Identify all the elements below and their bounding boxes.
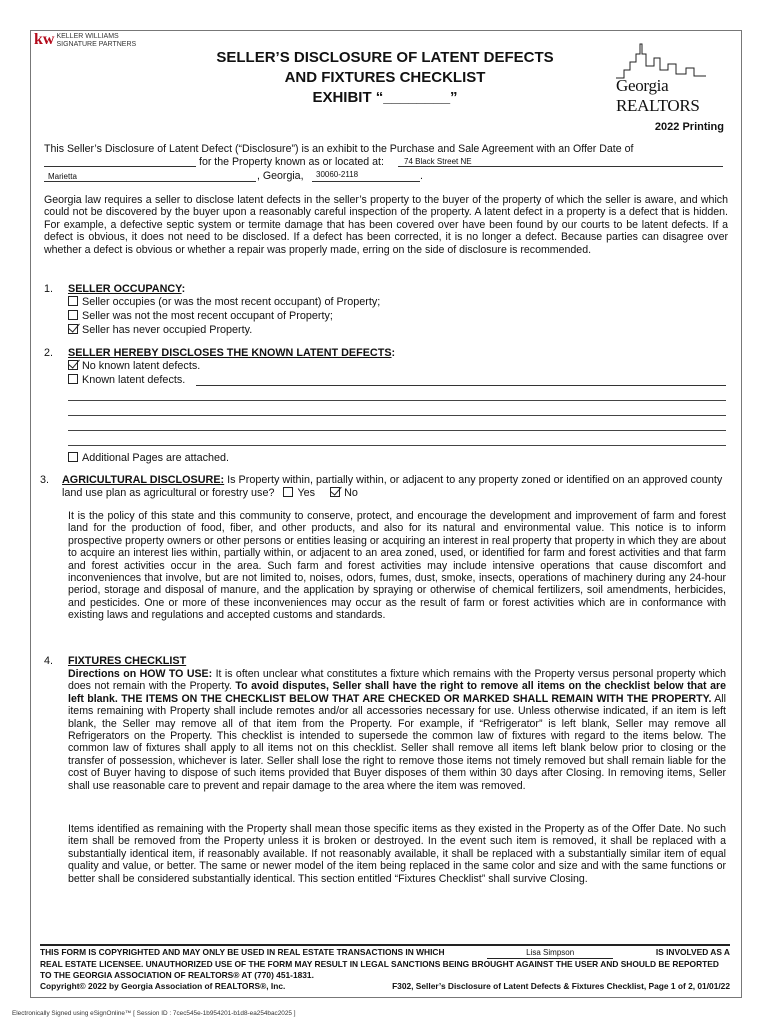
section3-number: 3.	[40, 474, 50, 486]
city-line	[44, 181, 256, 182]
skyline-icon	[606, 40, 736, 80]
footer-rule	[40, 944, 730, 946]
kw-sub-line1: KELLER WILLIAMS	[56, 33, 119, 40]
no-known-defects-option[interactable]: No known latent defects.	[68, 360, 200, 373]
offer-date-line	[44, 166, 196, 167]
address-value[interactable]: 74 Black Street NE	[404, 157, 472, 166]
section1-number: 1.	[44, 283, 54, 295]
checkbox-checked[interactable]	[330, 487, 340, 497]
title-line2: AND FIXTURES CHECKLIST	[284, 69, 486, 86]
section4-number: 4.	[44, 655, 54, 667]
title-line3: EXHIBIT “________”	[312, 89, 458, 106]
checkbox[interactable]	[283, 487, 293, 497]
defects-blank-line[interactable]	[68, 400, 726, 401]
kw-sub-line2: SIGNATURE PARTNERS	[56, 41, 137, 48]
georgia-label: , Georgia,	[257, 170, 304, 182]
agricultural-policy-text: It is the policy of this state and this community to conserve, protect, and encourage the development and improvement of farm and forest land for the production of food, fiber, and other products, and also for its natural and environmental value. This notice is to inform prospective property owners or other persons or entities leasing or acquiring an interest in real property that property in which they are about to acquire an interest lies within, partially within, or adjacent to an area zoned, used, or identified for farm and forest activities and that farm and forest activities occur in the area. Such farm and forest activities may include intensive operations that cause discomfort and inconveniences that involve, but are not limited to, noises, odors, fumes, dust, smoke, insects, operations of machinery during any 24-hour period, storage and disposal of manure, and the application by spraying or otherwise of chemical fertilizers, soil amendments, herbicides, and pesticides. One or more of these inconveniences may occur as the result of farm or forest activities which are in conformance with existing laws and regulations and accepted customs and standards.	[68, 510, 726, 622]
latent-defect-paragraph: Georgia law requires a seller to disclose latent defects in the seller’s property to the buyer of the property of which the seller is aware, and which could not be discovered by the buyer upon a reasonably careful inspection of the property. A latent defect in a property is a defect that is hidden. For example, a defective septic system or termite damage that has been covered over have been found by our courts to be latent defects. If a defect is obvious, it does not need to be disclosed. If a defect has been corrected, it is no longer a defect. Because parties can disagree over whether a defect is obvious or whether a repair was properly made, erring on the side of disclosure is recommended.	[44, 194, 728, 256]
section2-heading: SELLER HEREBY DISCLOSES THE KNOWN LATENT DEFECTS:	[68, 347, 396, 359]
fixtures-directions: Directions on HOW TO USE: It is often unclear what constitutes a fixture which remains with the Property versus personal property which does not remain with the Property. To avoid disputes, Seller shall have the right to remove all items on the checklist below that are left blank. THE ITEMS ON THE CHECKLIST BELOW THAT ARE CHECKED OR MARKED SHALL REMAIN WITH THE PROPERTY. All items remaining with Property shall include remotes and/or all accessories necessary for use. Unless otherwise indicated, if an item is left blank, the Seller may remove all of that item from the Property. For example, if “Refrigerator” is left blank, Seller may remove all Refrigerators on the Property. This checklist is intended to supersede the common law of fixtures with regard to the items below. The common law of fixtures shall apply to all items not on this checklist. Seller shall remove all items left blank below prior to closing or the transfer of possession, whichever is later. Seller shall lose the right to remove those items not timely removed but shall remain liable for the cost of Buyer having to dispose of such items provided that Buyer disposes of them within 30 days after Closing. In removing items, Seller shall use reasonable care to prevent and repair damage to the area where the item was removed.	[68, 668, 726, 792]
title-line1: SELLER’S DISCLOSURE OF LATENT DEFECTS	[216, 49, 554, 66]
georgia-realtors-text: Georgia REALTORS	[616, 76, 700, 115]
defects-blank-line[interactable]	[68, 415, 726, 416]
fixtures-paragraph2: Items identified as remaining with the Property shall mean those specific items as they existed in the Property as of the Offer Date. No such item shall be removed from the Property unless it is broken or destroyed. In the event such item is removed, it shall be replaced with a substantially identical item, if reasonably available. If not reasonably available, it shall be replaced with a substantially similar item of equal quality and value, or better. The same or newer model of the item being replaced in the same color and size and with the same functions or better shall be considered substantially identical. This section entitled “Fixtures Checklist” shall survive Closing.	[68, 823, 726, 885]
zip-value[interactable]: 30060-2118	[316, 170, 359, 179]
footer-line1: THIS FORM IS COPYRIGHTED AND MAY ONLY BE USED IN REAL ESTATE TRANSACTIONS IN WHICH Lisa Simpson IS INVOLVED AS A	[40, 947, 730, 957]
occupancy-option-3[interactable]: Seller has never occupied Property.	[68, 324, 252, 337]
footer	[40, 947, 730, 992]
checkbox-checked[interactable]	[68, 324, 78, 334]
intro-text1: This Seller’s Disclosure of Latent Defect (“Disclosure”) is an exhibit to the Purchase and Sale Agreement with an Offer Date of	[44, 143, 634, 155]
checkbox-checked[interactable]	[68, 360, 78, 370]
intro-text2: for the Property known as or located at:	[199, 156, 384, 168]
checkbox[interactable]	[68, 452, 78, 462]
footer-line3: Copyright© 2022 by Georgia Association of REALTORS®, Inc. F302, Seller’s Disclosure of Latent Defects & Fixtures Checklist, Page 1 of 2, 01/01/22	[40, 981, 730, 991]
checkbox[interactable]	[68, 310, 78, 320]
section3-question: AGRICULTURAL DISCLOSURE: Is Property within, partially within, or adjacent to any property zoned or identified on an approved county land use plan as agricultural or forestry use? Yes No	[62, 474, 723, 499]
kw-logo	[34, 33, 136, 49]
additional-pages-option[interactable]: Additional Pages are attached.	[68, 452, 229, 465]
zip-line	[312, 181, 420, 182]
defects-blank-line[interactable]	[68, 445, 726, 446]
section2-number: 2.	[44, 347, 54, 359]
georgia-realtors-logo	[606, 40, 736, 115]
section4-heading: FIXTURES CHECKLIST	[68, 655, 187, 667]
printing-year: 2022 Printing	[654, 121, 724, 133]
address-line	[398, 166, 723, 167]
checkbox[interactable]	[68, 296, 78, 306]
city-value[interactable]: Marietta	[48, 172, 77, 181]
known-defects-line[interactable]	[196, 385, 726, 386]
zip-period: .	[420, 170, 423, 182]
occupancy-option-2[interactable]: Seller was not the most recent occupant of Property;	[68, 310, 333, 323]
checkbox[interactable]	[68, 374, 78, 384]
occupancy-option-1[interactable]: Seller occupies (or was the most recent occupant) of Property;	[68, 296, 380, 309]
licensee-name[interactable]: Lisa Simpson	[487, 947, 613, 959]
footer-line2: REAL ESTATE LICENSEE. UNAUTHORIZED USE OF THE FORM MAY RESULT IN LEGAL SANCTIONS BEING BROUGHT AGAINST THE USER AND SHOULD BE REPORTED TO THE GEORGIA ASSOCIATION OF REALTORS® AT (770) 451-1831.	[40, 959, 719, 980]
section1-heading: SELLER OCCUPANCY:	[68, 283, 186, 295]
esign-session: Electronically Signed using eSignOnline™ [ Session ID : 7cec545e-1b954201-b1d8-ea254bac2025 ]	[12, 1010, 296, 1017]
kw-mark: kw	[34, 31, 55, 48]
known-defects-option[interactable]: Known latent defects.	[68, 374, 185, 387]
defects-blank-line[interactable]	[68, 430, 726, 431]
